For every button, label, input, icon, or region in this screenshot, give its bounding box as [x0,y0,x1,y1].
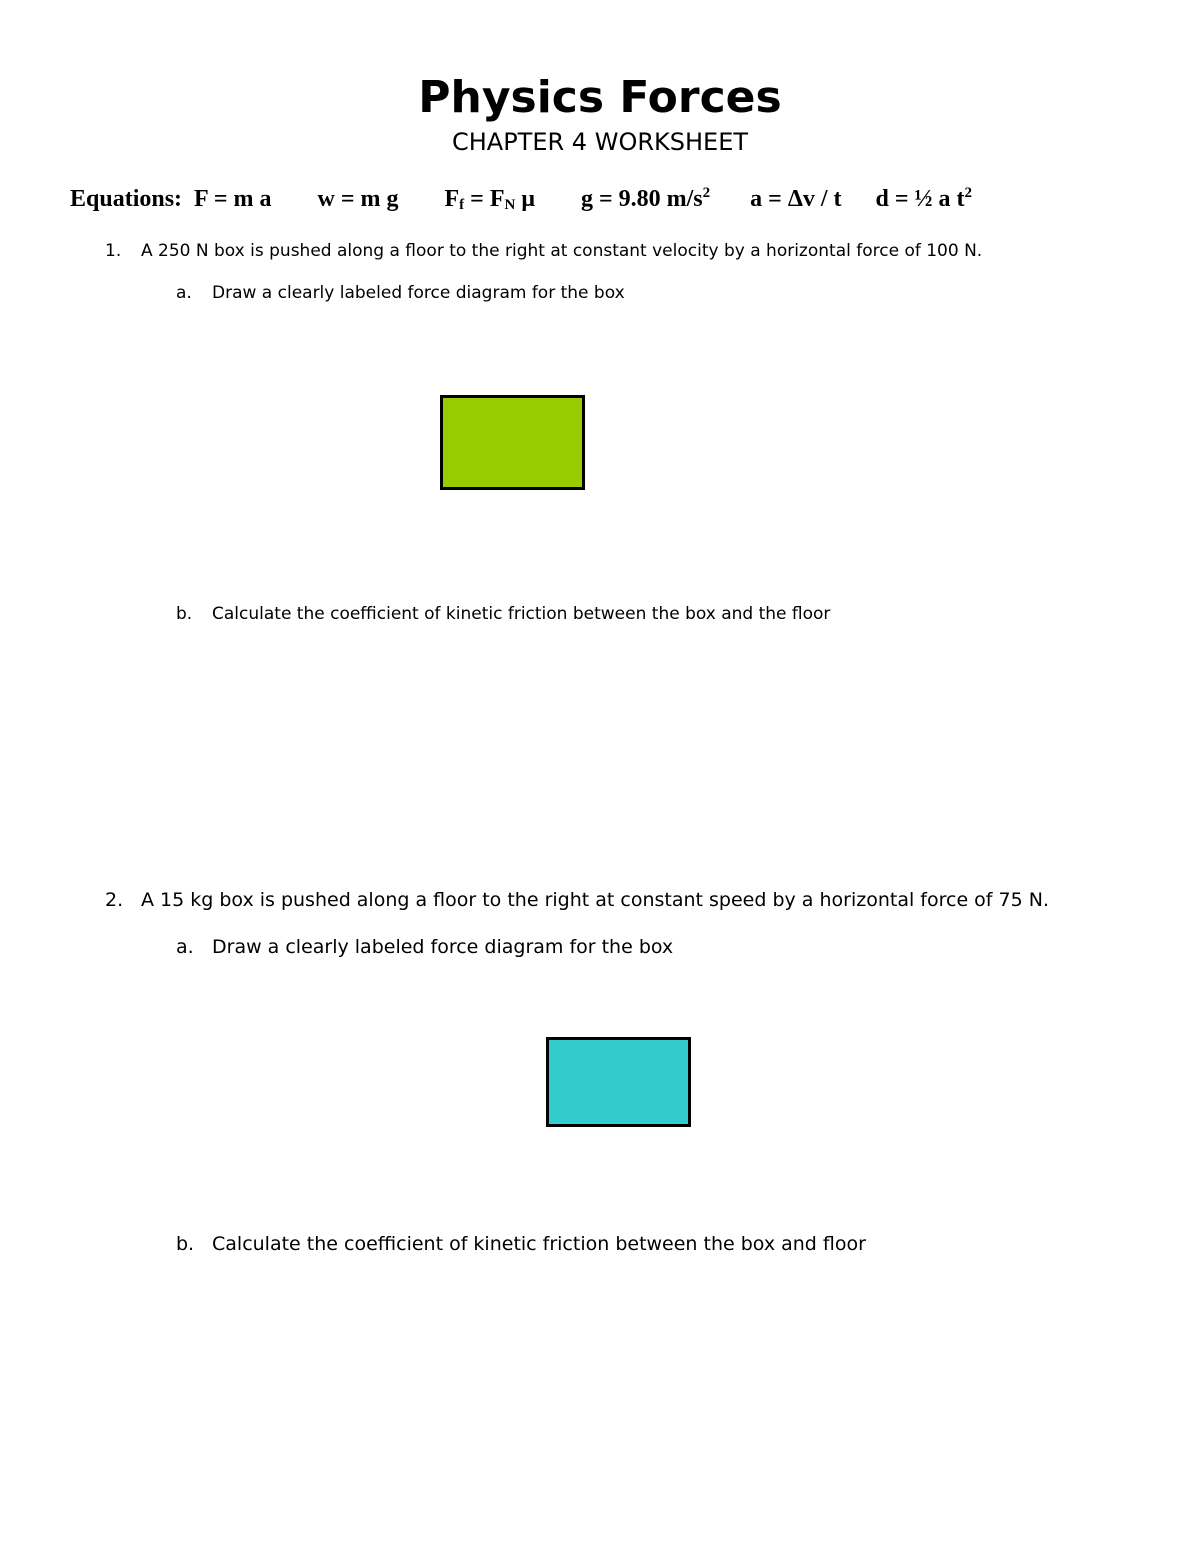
part-text: Draw a clearly labeled force diagram for the box [212,936,674,958]
equation-force: F = m a [194,186,272,212]
equation-distance [876,183,973,215]
page-title: Physics Forces [418,72,782,123]
part-text: Draw a clearly labeled force diagram for the box [212,283,625,303]
question-1-part-b [176,603,830,625]
part-letter: b. [176,604,193,624]
equation-friction [444,183,534,215]
question-2 [105,888,1049,912]
question-1-part-a [176,282,625,304]
question-2-part-a [176,935,673,959]
friction-f: F [444,186,460,212]
gravity-base: g = 9.80 m/s [580,186,703,212]
equation-weight: w = m g [317,186,399,212]
equations-label: Equations: [70,186,183,212]
equations-line [70,183,972,215]
friction-mid: = F [464,186,505,212]
question-text: A 15 kg box is pushed along a floor to the right at constant speed by a horizontal force of 75 N. [141,889,1049,911]
part-letter: a. [176,936,194,958]
question-2-part-b [176,1232,866,1256]
page-subtitle: CHAPTER 4 WORKSHEET [451,128,749,156]
distance-base: d = ½ a t [875,186,965,212]
question-number: 1. [105,241,122,261]
equation-acceleration: a = Δv / t [750,186,842,212]
part-text: Calculate the coefficient of kinetic friction between the box and floor [212,1233,866,1255]
friction-sub-f: f [459,197,465,213]
question-text: A 250 N box is pushed along a floor to the right at constant velocity by a horizontal force of 100 N. [141,241,983,261]
part-text: Calculate the coefficient of kinetic friction between the box and the floor [212,604,831,624]
equation-gravity [581,183,710,215]
distance-sup: 2 [964,185,973,201]
force-diagram-box-2 [546,1037,691,1127]
friction-sub-n: N [504,197,516,213]
question-1 [105,240,982,262]
gravity-sup: 2 [702,185,711,201]
part-letter: b. [176,1233,195,1255]
friction-mu: μ [515,186,535,212]
question-number: 2. [105,889,124,911]
part-letter: a. [176,283,192,303]
force-diagram-box-1 [440,395,585,490]
